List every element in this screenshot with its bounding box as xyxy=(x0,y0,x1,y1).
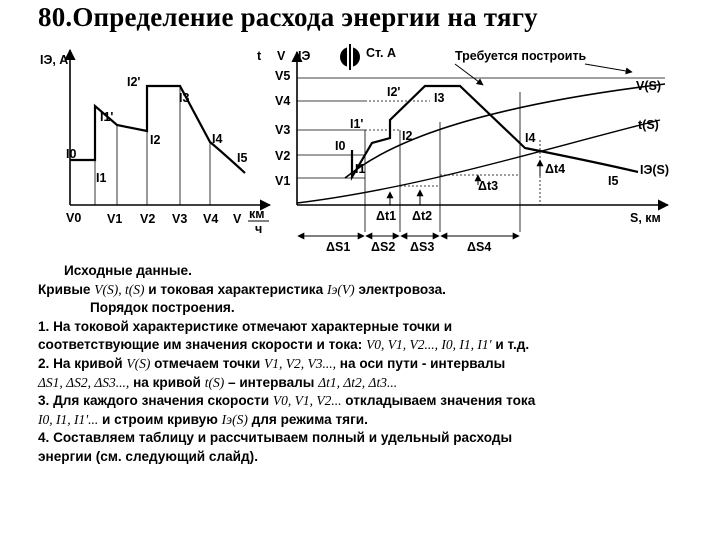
mark-I4-right: I4 xyxy=(525,131,536,145)
mark-I2-prime: I2' xyxy=(127,75,141,89)
right-y-label-t: t xyxy=(257,49,262,63)
label-V-S: V(S) xyxy=(636,79,661,93)
current-characteristic-curve xyxy=(70,86,248,173)
note-arrow xyxy=(455,64,483,85)
mark-I1-prime: I1' xyxy=(100,110,114,124)
station-label: Ст. А xyxy=(366,46,397,60)
text-line-step4: 4. Составляем таблицу и рассчитываем полный и удельный расходы xyxy=(38,430,513,446)
mark-I1: I1 xyxy=(96,171,107,185)
text-line-step1-cont: соответствующие им значения скорости и тока: V0, V1, V2..., I0, I1, I1' и т.д. xyxy=(38,337,530,353)
mark-I0: I0 xyxy=(66,147,77,161)
traction-energy-figure xyxy=(0,0,720,262)
slide-title: 80.Определение расхода энергии на тягу xyxy=(38,2,538,32)
text-line-curves: Кривые V(S), t(S) и токовая характеристика Iэ(V) электровоза. xyxy=(38,281,446,297)
mark-ds3: ΔS3 xyxy=(410,240,435,254)
mark-I2-right: I2 xyxy=(402,129,413,143)
mark-V1: V1 xyxy=(107,212,123,226)
text-line-step3: 3. Для каждого значения скорости V0, V1, V2... откладываем значения тока xyxy=(38,393,536,409)
mark-V4-right: V4 xyxy=(275,94,291,108)
mark-I5-right: I5 xyxy=(608,174,619,188)
left-y-label: IЭ, A xyxy=(40,53,69,67)
description-text xyxy=(38,262,688,467)
note-required-to-build: Требуется построить xyxy=(455,49,587,63)
mark-ds2: ΔS2 xyxy=(371,240,396,254)
mark-I2-prime-right: I2' xyxy=(387,85,401,99)
mark-I1-prime-right: I1' xyxy=(350,117,364,131)
mark-dt4: Δt4 xyxy=(545,162,566,176)
mark-ds4: ΔS4 xyxy=(467,240,492,254)
mark-dt2: Δt2 xyxy=(412,209,433,223)
text-line-step4-cont: энергии (см. следующий слайд). xyxy=(38,448,258,464)
mark-dt3: Δt3 xyxy=(478,179,499,193)
mark-V5: V5 xyxy=(275,69,291,83)
left-current-chart xyxy=(40,50,270,236)
station-a-symbol xyxy=(340,44,360,70)
mark-V2: V2 xyxy=(140,212,156,226)
text-line-step2-cont: ΔS1, ΔS2, ΔS3..., на кривой t(S) – интервалы Δt1, Δt2, Δt3... xyxy=(38,374,398,390)
mark-V2-right: V2 xyxy=(275,149,291,163)
mark-V: V xyxy=(233,212,242,226)
text-line-source-data: Исходные данные. xyxy=(64,263,192,278)
mark-V3-right: V3 xyxy=(275,123,291,137)
speed-unit-top: км xyxy=(249,207,265,221)
mark-V3: V3 xyxy=(172,212,188,226)
mark-V1-right: V1 xyxy=(275,174,291,188)
mark-I5: I5 xyxy=(237,151,248,165)
right-speed-marks xyxy=(275,69,290,188)
mark-I3: I3 xyxy=(179,91,190,105)
right-path-chart xyxy=(257,44,669,254)
right-y-label-V: V xyxy=(277,49,286,63)
mark-I1-right: I1 xyxy=(355,162,366,176)
mark-I4: I4 xyxy=(212,132,223,146)
mark-dt1: Δt1 xyxy=(376,209,397,223)
text-line-step3-cont: I0, I1, I1'... и строим кривую Iэ(S) для режима тяги. xyxy=(38,411,368,427)
mark-V4: V4 xyxy=(203,212,219,226)
right-y-label-I: IЭ xyxy=(298,49,311,63)
mark-V0: V0 xyxy=(66,211,82,225)
right-x-label: S, км xyxy=(630,211,661,225)
mark-I0-right: I0 xyxy=(335,139,346,153)
text-line-step2: 2. На кривой V(S) отмечаем точки V1, V2, V3..., на оси пути - интервалы xyxy=(38,355,506,371)
right-dotted-guides xyxy=(365,101,540,205)
mark-I2: I2 xyxy=(150,133,161,147)
mark-I3-right: I3 xyxy=(434,91,445,105)
left-speed-marks xyxy=(66,207,269,236)
left-current-marks xyxy=(66,75,247,185)
text-line-step1: 1. На токовой характеристике отмечают характерные точки и xyxy=(38,318,453,334)
label-t-S: t(S) xyxy=(638,118,659,132)
text-line-procedure: Порядок построения. xyxy=(90,300,235,316)
note-arrow-right xyxy=(585,64,632,72)
speed-unit-bottom: ч xyxy=(255,222,263,236)
mark-ds1: ΔS1 xyxy=(326,240,351,254)
label-I-S: IЭ(S) xyxy=(640,163,670,177)
